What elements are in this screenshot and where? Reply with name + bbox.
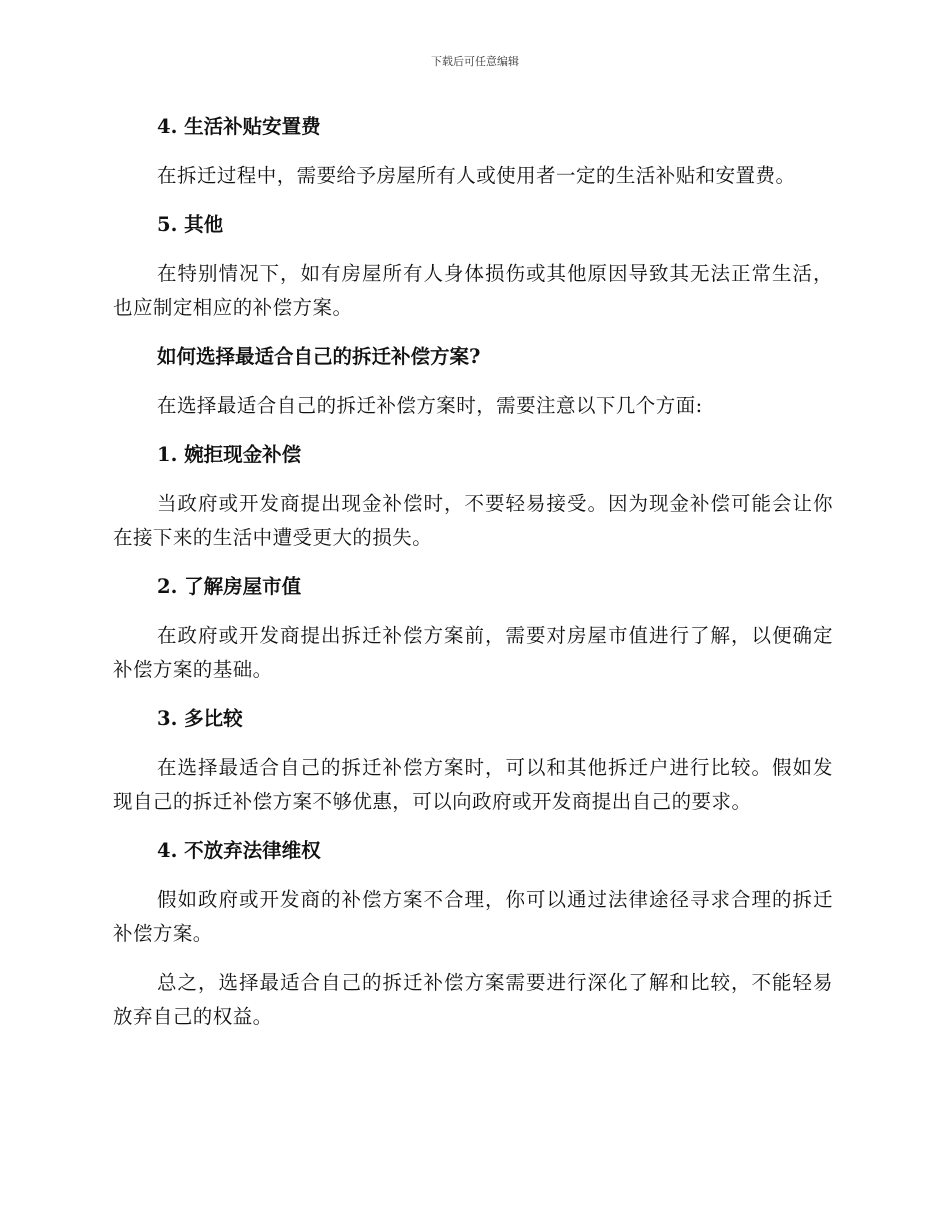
paragraph: 在选择最适合自己的拆迁补偿方案时，需要注意以下几个方面:: [157, 394, 703, 417]
paragraph: 总之，选择最适合自己的拆迁补偿方案需要进行深化了解和比较，不能轻易放弃自己的权益。: [113, 971, 833, 1028]
paragraph: 在特别情况下，如有房屋所有人身体损伤或其他原因导致其无法正常生活，也应制定相应的补偿方案。: [113, 262, 833, 319]
paragraph: 在选择最适合自己的拆迁补偿方案时，可以和其他拆迁户进行比较。假如发现自己的拆迁补偿方案不够优惠，可以向政府或开发商提出自己的要求。: [113, 756, 833, 813]
page-header: 下载后可任意编辑: [431, 55, 519, 68]
paragraph: 假如政府或开发商的补偿方案不合理，你可以通过法律途径寻求合理的拆迁补偿方案。: [113, 888, 833, 945]
paragraph: 当政府或开发商提出现金补偿时，不要轻易接受。因为现金补偿可能会让你在接下来的生活中遭受更大的损失。: [113, 492, 833, 549]
paragraph: 在政府或开发商提出拆迁补偿方案前，需要对房屋市值进行了解，以便确定补偿方案的基础。: [113, 624, 833, 681]
paragraph: 在拆迁过程中，需要给予房屋所有人或使用者一定的生活补贴和安置费。: [157, 164, 796, 187]
section-heading: 2. 了解房屋市值: [157, 575, 302, 598]
section-heading: 3. 多比较: [157, 707, 243, 730]
section-heading: 1. 婉拒现金补偿: [157, 443, 302, 466]
section-heading: 4. 不放弃法律维权: [157, 839, 321, 862]
section-heading: 4. 生活补贴安置费: [157, 115, 321, 138]
section-heading: 如何选择最适合自己的拆迁补偿方案?: [157, 345, 481, 368]
document-body: [113, 110, 833, 1034]
section-heading: 5. 其他: [157, 213, 224, 236]
